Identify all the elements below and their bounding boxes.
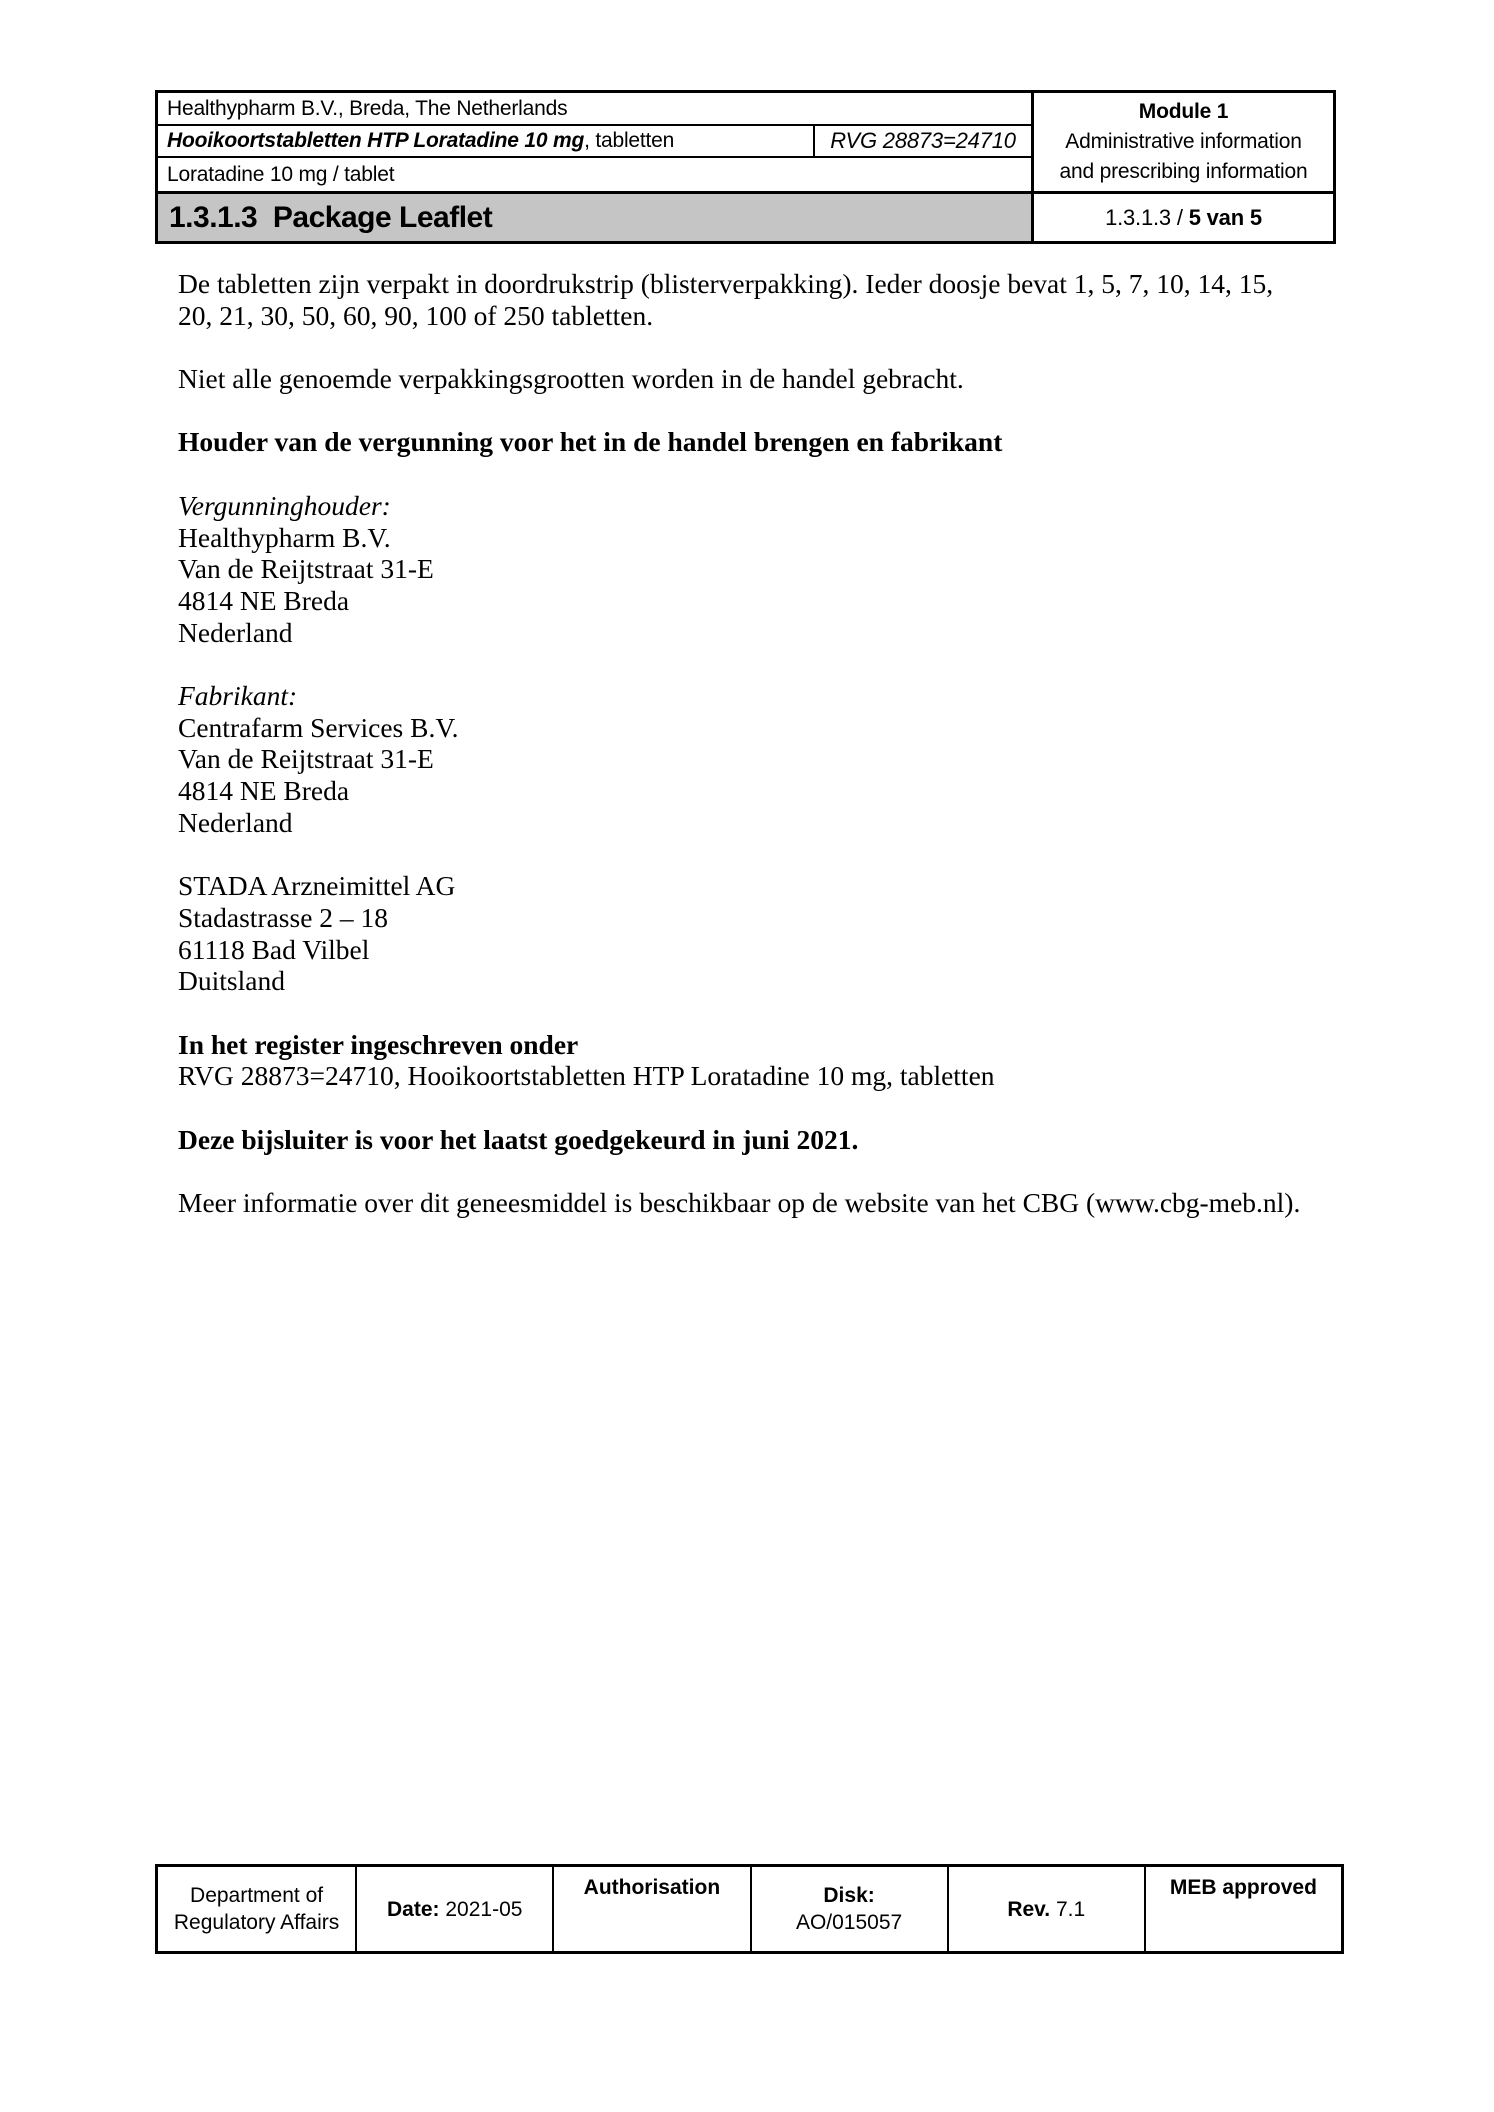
more-info-paragraph: Meer informatie over dit geneesmiddel is beschikbaar op de website van het CBG (www.cbg-meb.nl). bbox=[178, 1187, 1301, 1219]
manufacturer2-block bbox=[178, 870, 1333, 997]
manufacturer2-line: 61118 Bad Vilbel bbox=[178, 933, 370, 965]
rev-value: 7.1 bbox=[1055, 1897, 1086, 1921]
product-suffix: , tabletten bbox=[584, 129, 675, 152]
manufacturer2-line: Stadastrasse 2 – 18 bbox=[178, 901, 389, 933]
disk-cell bbox=[750, 1867, 947, 1951]
disk-label: Disk: bbox=[823, 1884, 875, 1907]
product-cell bbox=[158, 126, 815, 158]
manufacturer-line: Nederland bbox=[178, 806, 293, 838]
authorisation-label: Authorisation bbox=[583, 1876, 721, 1899]
licence-holder-block bbox=[178, 490, 1333, 649]
manufacturer2-line: Duitsland bbox=[178, 965, 285, 997]
pack-sizes-line1: De tabletten zijn verpakt in doordrukstrip (blisterverpakking). Ieder doosje bevat 1, 5, 7, 10, 14, 15, bbox=[178, 268, 1274, 299]
rvg-cell bbox=[815, 126, 1031, 158]
strength-cell bbox=[158, 158, 1031, 191]
disk-value: AO/015057 bbox=[795, 1911, 903, 1934]
page-ref-prefix: 1.3.1.3 / bbox=[1105, 204, 1189, 230]
approval-statement: Deze bijsluiter is voor het laatst goedgekeurd in juni 2021. bbox=[178, 1123, 859, 1155]
page-ref-cell bbox=[1031, 191, 1333, 241]
module-cell bbox=[1031, 93, 1333, 191]
manufacturer-block bbox=[178, 680, 1333, 839]
licence-holder-label: Vergunninghouder: bbox=[178, 489, 391, 521]
licence-holder-line: Nederland bbox=[178, 616, 293, 648]
licence-holder-line: Van de Reijtstraat 31-E bbox=[178, 553, 434, 585]
manufacturer2-line: STADA Arzneimittel AG bbox=[178, 870, 456, 902]
register-block bbox=[178, 1029, 1333, 1092]
module-title: Module 1 bbox=[1138, 100, 1229, 123]
header-table bbox=[155, 90, 1336, 244]
date-cell bbox=[355, 1867, 552, 1951]
licence-holder-line: Healthypharm B.V. bbox=[178, 521, 391, 553]
manufacturer-line: 4814 NE Breda bbox=[178, 775, 350, 807]
rev-label: Rev. bbox=[1007, 1897, 1051, 1921]
department-line2: Regulatory Affairs bbox=[173, 1911, 340, 1934]
product-name: Hooikoortstabletten HTP Loratadine 10 mg bbox=[167, 129, 585, 152]
module-line2: and prescribing information bbox=[1059, 160, 1308, 183]
date-row bbox=[387, 1896, 522, 1923]
register-line: RVG 28873=24710, Hooikoortstabletten HTP Loratadine 10 mg, tabletten bbox=[178, 1060, 995, 1092]
manufacturer-line: Centrafarm Services B.V. bbox=[178, 711, 459, 743]
footer-table bbox=[155, 1864, 1344, 1954]
licence-holder-line: 4814 NE Breda bbox=[178, 584, 350, 616]
availability-paragraph: Niet alle genoemde verpakkingsgrootten worden in de handel gebracht. bbox=[178, 363, 964, 395]
register-heading: In het register ingeschreven onder bbox=[178, 1028, 579, 1060]
pack-sizes-line2: 20, 21, 30, 50, 60, 90, 100 of 250 tabletten. bbox=[178, 299, 654, 331]
date-value: 2021-05 bbox=[445, 1897, 523, 1921]
manufacturer-line: Van de Reijtstraat 31-E bbox=[178, 743, 434, 775]
department-cell bbox=[158, 1867, 355, 1951]
authorisation-cell bbox=[552, 1867, 749, 1951]
manufacturer-label: Fabrikant: bbox=[178, 680, 298, 712]
strength-text: Loratadine 10 mg / tablet bbox=[167, 162, 395, 186]
meb-approved-cell bbox=[1144, 1867, 1341, 1951]
module-line1: Administrative information bbox=[1065, 130, 1302, 153]
section-title: 1.3.1.3 Package Leaflet bbox=[169, 200, 493, 234]
department-line1: Department of bbox=[190, 1884, 324, 1907]
meb-approved-label: MEB approved bbox=[1169, 1876, 1317, 1899]
pack-sizes-paragraph bbox=[178, 268, 1333, 331]
company-name: Healthypharm B.V., Breda, The Netherlands bbox=[167, 96, 568, 120]
leaflet-body bbox=[178, 268, 1333, 1251]
company-cell bbox=[158, 93, 1031, 126]
rev-cell bbox=[947, 1867, 1144, 1951]
rvg-number: RVG 28873=24710 bbox=[830, 128, 1016, 153]
holder-heading: Houder van de vergunning voor het in de handel brengen en fabrikant bbox=[178, 426, 1003, 458]
rev-row bbox=[1007, 1896, 1085, 1923]
page-ref-number: 5 van 5 bbox=[1188, 204, 1262, 230]
date-label: Date: bbox=[387, 1897, 440, 1921]
section-bar bbox=[158, 191, 1031, 241]
